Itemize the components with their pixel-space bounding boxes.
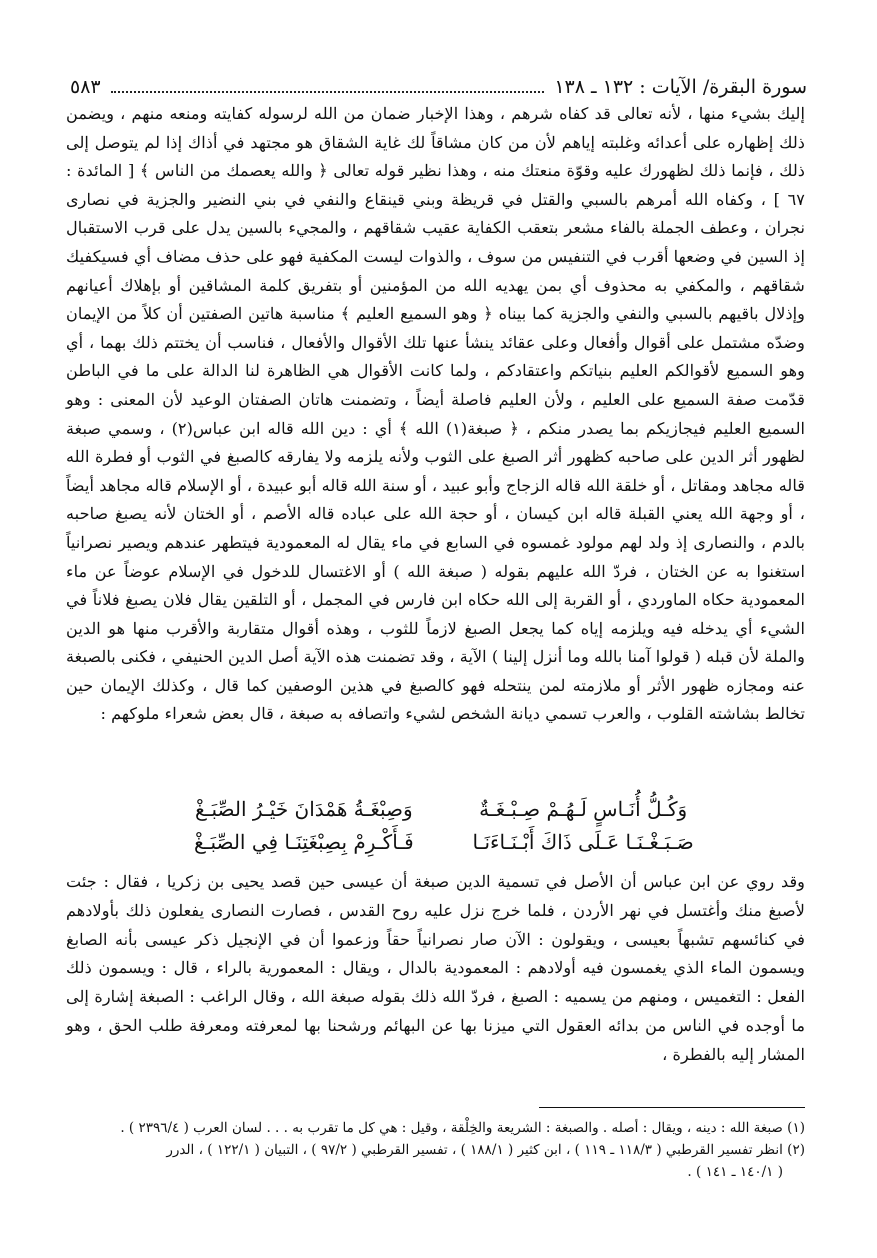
page-number: ٥٨٣ (70, 76, 101, 98)
footnote-separator (539, 1107, 805, 1108)
footnotes (66, 1117, 805, 1183)
poem-line-2 (180, 826, 707, 859)
running-title: سورة البقرة/ الآيات : ١٣٢ ـ ١٣٨ (554, 76, 807, 98)
footnote-2: (٢) انظر تفسير القرطبي ( ١١٨/٣ ـ ١١٩ ) ، ابن كثير ( ١٨٨/١ ) ، تفسير القرطبي ( ٩٧/٢ ) ، التبيان ( ١٢٢/١ ) ، الدرر (166, 1142, 805, 1158)
footnote-1: (١) صبغة الله : دينه ، ويقال : أصله . والصبغة : الشريعة والخِلْقة ، وقيل : هي كل ما تقرب به . . . لسان العرب ( ٢٣٩٦/٤ ) . (120, 1120, 805, 1136)
poem-line-1-second-hemistich: وَصِبْغَـةُ هَمْدَانَ خَيْـرُ الصِّبَـغْ (195, 797, 413, 821)
main-text-block-2 (66, 868, 805, 1070)
paragraph-2: وقد روي عن ابن عباس أن الأصل في تسمية الدين صبغة أن عيسى حين قصد يحيى بن زكريا ، فقال : جئت لأصبغ منك وأغتسل في نهر الأردن ، فلما خرج نزل عليه روح القدس ، فصارت النصارى يفعلون ذلك بأولادهم في كنائسهم تشبهاً بعيسى ، ويقولون : الآن صار نصرانياً حقاً وزعموا أن في الإنجيل ذكر عيسى بأنه الصابغ ويسمون الماء الذي يغمسون فيه أولادهم : المعمودية بالدال ، ويقال : المعمورية بالراء ، قال : ويسمون ذلك الفعل : التغميس ، ومنهم من يسميه : الصبغ ، فردّ الله ذلك بقوله صبغة الله ، وقال الراغب : الصبغة إشارة إلى ما أوجده في الناس من بدائه العقول التي ميزنا بها عن البهائم ورشحنا بها لمعرفته ومعرفة طلب الحق ، وهو المشار إليه بالفطرة ، (66, 872, 805, 1064)
main-text-block (66, 100, 805, 729)
paragraph-1: إليك بشيء منها ، لأنه تعالى قد كفاه شرهم ، وهذا الإخبار ضمان من الله لرسوله كفايته ومنعه منهم ، ويضمن ذلك إظهاره على أعدائه وغلبته إياهم لأن من كان مشاقاً لك غاية الشقاق هو مجتهد في أذاك إذا لم يتوصل إلى ذلك ، فإنما ذلك لظهورك عليه وقوّة منعتك منه ، وهذا نظير قوله تعالى ﴿ والله يعصمك من الناس ﴾ [ المائدة : ٦٧ ] ، وكفاه الله أمرهم بالسبي والقتل في قريظة وبني قينقاع والنفي في بني النضير والجزية في نصارى نجران ، وعطف الجملة بالفاء مشعر بتعقب الكفاية عقيب شقاقهم ، والمجيء بالسين يدل على قرب الاستقبال إذ السين في وضعها أقرب في التنفيس من سوف ، والذوات ليست المكفية فهو على حذف مضاف أي فسيكفيك شقاقهم ، والمكفي به محذوف أي بمن يهديه الله من المؤمنين أو بتفريق كلمة المشاقين أو بإهلاك أعيانهم وإذلال باقيهم بالسبي والنفي والجزية كما بيناه ﴿ وهو السميع العليم ﴾ مناسبة هاتين الصفتين أن كلاً من الإيمان وضدّه مشتمل على أقوال وأفعال وعلى عقائد ينشأ عنها تلك الأقوال والأفعال ، فناسب أن يختتم ذلك بهما ، أي وهو السميع لأقوالكم العليم بنياتكم واعتقادكم ، ولما كانت الأقوال هي الظاهرة لنا الدالة على ما في الباطن قدّمت صفة السميع على العليم ، ولأن العليم فاصلة أيضاً ، وتضمنت هاتان الصفتان الوعيد لأن المعنى : وهو السميع العليم فيجازيكم بما يصدر منكم ، ﴿ صبغة(١) الله ﴾ أي : دين الله قاله ابن عباس(٢) ، وسمي صبغة لظهور أثر الدين على صاحبه كظهور أثر الصبغ على الثوب ولأنه يلزمه ولا يفارقه كالصبغ في الثوب أو فطرة الله قاله مجاهد ومقاتل ، أو خلقة الله قاله الزجاج وأبو عبيد ، أو سنة الله قاله أبو عبيدة ، أو الإسلام قاله مجاهد أيضاً ، أو وجهة الله يعني القبلة قاله ابن كيسان ، أو حجة الله على عباده قاله الأصم ، أو الختان لأنه يصبغ صاحبه بالدم ، والنصارى إذ ولد لهم مولود غمسوه في السابع في ماء يقال له المعمودية فيتطهر عندهم ويصير نصرانياً استغنوا به عن الختان ، فردّ الله عليهم بقوله ( صبغة الله ) أو الاغتسال للدخول في الإسلام عوضاً عن ماء المعمودية حكاه الماوردي ، أو القربة إلى الله حكاه ابن فارس في المجمل ، أو التلقين يقال فلان يصبغ فلاناً في الشيء أي يدخله فيه ويلزمه إياه كما يجعل الصبغ لازماً للثوب ، وهذه أقوال متقاربة والأقرب منها هو الدين والملة لأن قبله ( قولوا آمنا بالله وما أنزل إلينا ) الآية ، وقد تضمنت هذه الآية أصل الدين الحنيفي ، فكنى بالصبغة عنه ومجازه ظهور الأثر أو ملازمته لمن ينتحله فهو كالصبغ في هذين الوصفين كما قال ، وكذلك الإيمان حين تخالط بشاشته القلوب ، والعرب تسمي ديانة الشخص لشيء واتصافه به صبغة ، قال بعض شعراء ملوكهم : (66, 104, 805, 724)
footnote-2-continuation: ( ١٤٠/١ ـ ١٤١ ) . (687, 1164, 783, 1180)
poem-verses (180, 793, 707, 859)
header-dotted-leader (111, 81, 545, 93)
page-header (70, 72, 807, 102)
poem-line-2-first-hemistich: صَـبَـغْـنَـا عَـلَى ذَاكَ أَبْـنَـاءَنَـا (472, 830, 694, 854)
poem-line-2-second-hemistich: فَـأَكْـرِمْ بِصِبْغَتِنَـا فِي الصِّبَـغْ (193, 830, 414, 854)
poem-line-1 (180, 793, 707, 826)
poem-line-1-first-hemistich: وَكُـلُّ أُنَـاسٍ لَـهُـمْ صِـبْـغَـةٌ (479, 797, 688, 821)
